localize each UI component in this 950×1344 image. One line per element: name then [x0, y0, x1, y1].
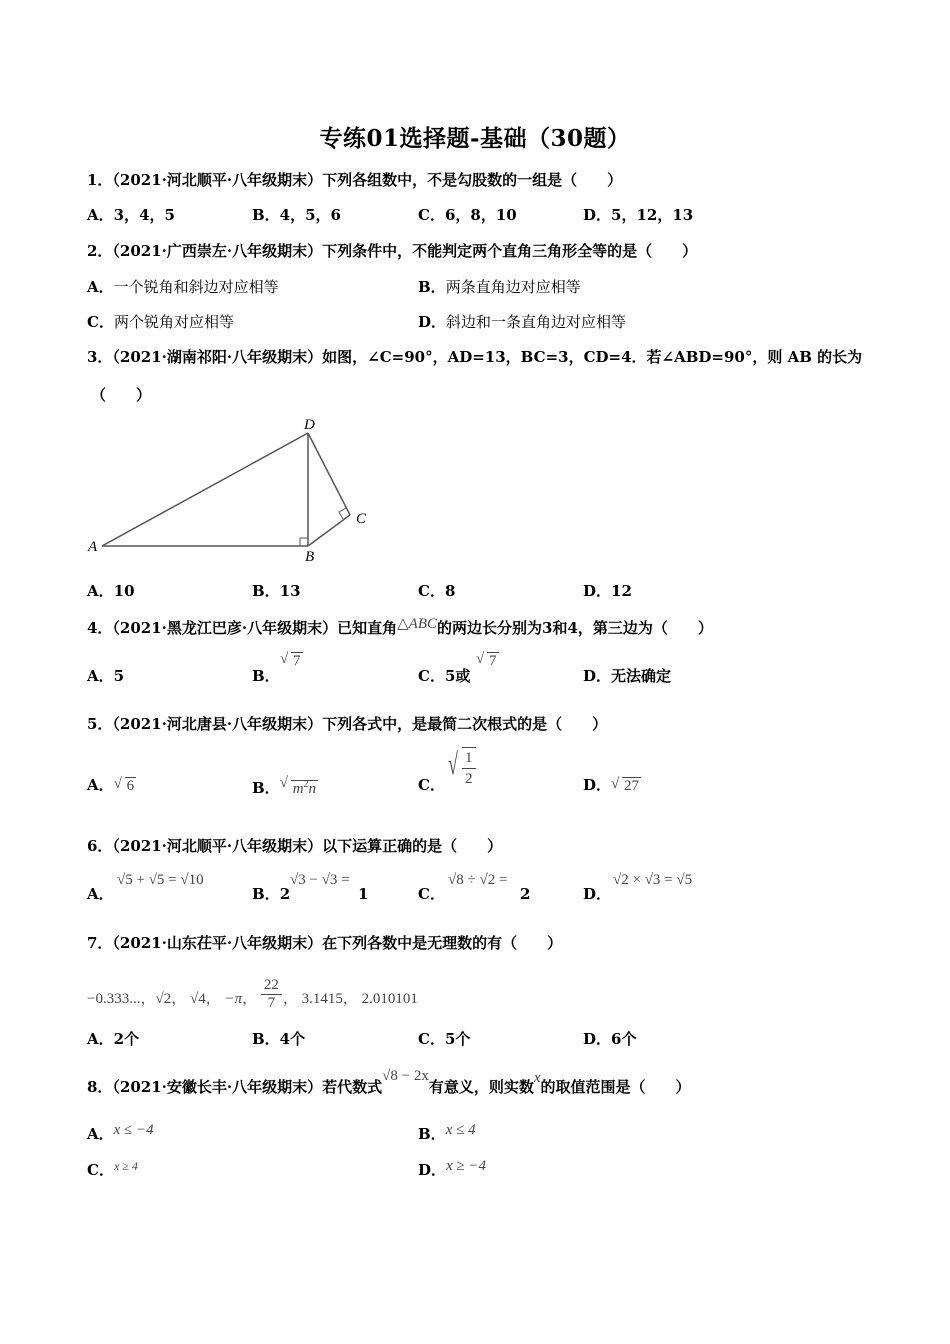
question-5: 5．（2021·河北唐县·八年级期末）下列各式中，是最简二次根式的是（ ）: [87, 715, 608, 733]
q5-option-b: B．√ $m^2n$: [252, 775, 318, 799]
page-title: 专练01选择题-基础（30题）: [319, 125, 631, 152]
q6-option-a: A． √5 + √5 = √10: [87, 872, 204, 903]
q3-option-a: A．10: [87, 582, 135, 600]
q7-number-list: −0.333...，√2， √4， −π， $\frac{22}{7}$ ， 3.1415， 2.010101: [87, 977, 418, 1011]
question-3-blank: （ ）: [91, 386, 152, 404]
q4-option-d: D．无法确定: [583, 667, 672, 685]
q4-option-b: B． √ 7: [252, 666, 280, 686]
triangle-figure: [85, 412, 385, 567]
question-3: 3．（2021·湖南祁阳·八年级期末）如图，∠C=90°，AD=13，BC=3，CD=4．若∠ABD=90°，则 AB 的长为: [87, 348, 863, 366]
q2-option-a: A．一个锐角和斜边对应相等: [87, 278, 279, 296]
q4-option-a: A．5: [87, 667, 125, 685]
q7-option-a: A．2个: [87, 1030, 140, 1048]
triangle-abc: △ABC: [397, 616, 438, 632]
q7-option-d: D．6个: [583, 1030, 637, 1048]
question-4: 4．（2021·黑龙江巴彦·八年级期末）已知直角△ABC的两边长分别为3和4，第三边为（ ）: [87, 616, 713, 637]
q3-option-b: B．13: [252, 582, 301, 600]
q8-option-a: A．x ≤ −4: [87, 1122, 154, 1143]
q6-option-d: D． √2 × √3 = √5: [583, 872, 693, 903]
q7-option-b: B．4个: [252, 1030, 306, 1048]
q1-option-b: B．4，5，6: [252, 206, 341, 224]
q1-option-a: A．3，4，5: [87, 206, 175, 224]
q3-option-d: D．12: [583, 582, 632, 600]
question-8: 8．（2021·安徽长丰·八年级期末）若代数式√8 − 2x有意义，则实数x的取值范围是（ ）: [87, 1068, 691, 1096]
q5-option-c: C． √ $\frac{1}{2}$: [418, 775, 445, 795]
q6-option-b: B．2 √3 − √3 = 1: [252, 872, 369, 903]
question-1: 1．（2021·河北顺平·八年级期末）下列各组数中，不是勾股数的一组是（ ）: [87, 171, 623, 189]
q5-option-d: D．√ 27: [583, 775, 641, 796]
q1-option-d: D．5，12，13: [583, 206, 694, 224]
q2-option-d: D．斜边和一条直角边对应相等: [418, 313, 627, 331]
question-2: 2．（2021·广西崇左·八年级期末）下列条件中，不能判定两个直角三角形全等的是（ ）: [87, 242, 698, 260]
q7-option-c: C．5个: [418, 1030, 471, 1048]
label-c: C: [356, 511, 367, 527]
q8-option-c: C．$^{x \ge 4}$: [87, 1159, 138, 1179]
q5-option-a: A．√ 6: [87, 775, 136, 796]
question-6: 6．（2021·河北顺平·八年级期末）以下运算正确的是（ ）: [87, 837, 503, 855]
question-7: 7．（2021·山东茌平·八年级期末）在下列各数中是无理数的有（ ）: [87, 934, 563, 952]
label-d: D: [304, 417, 315, 433]
q8-radical: √8 − 2x: [382, 1068, 429, 1084]
label-b: B: [305, 549, 315, 565]
q3-option-c: C．8: [418, 582, 456, 600]
q4-option-c: C．5或 √ 7: [418, 666, 470, 686]
q2-option-c: C．两个锐角对应相等: [87, 313, 234, 331]
q1-option-c: C．6，8，10: [418, 206, 517, 224]
q8-option-d: D．x ≥ −4: [418, 1158, 487, 1179]
q8-option-b: B．x ≤ 4: [418, 1122, 476, 1143]
q6-option-c: C． √8 ÷ √2 = 2: [418, 872, 531, 903]
q2-option-b: B．两条直角边对应相等: [418, 278, 581, 296]
label-a: A: [88, 539, 98, 555]
